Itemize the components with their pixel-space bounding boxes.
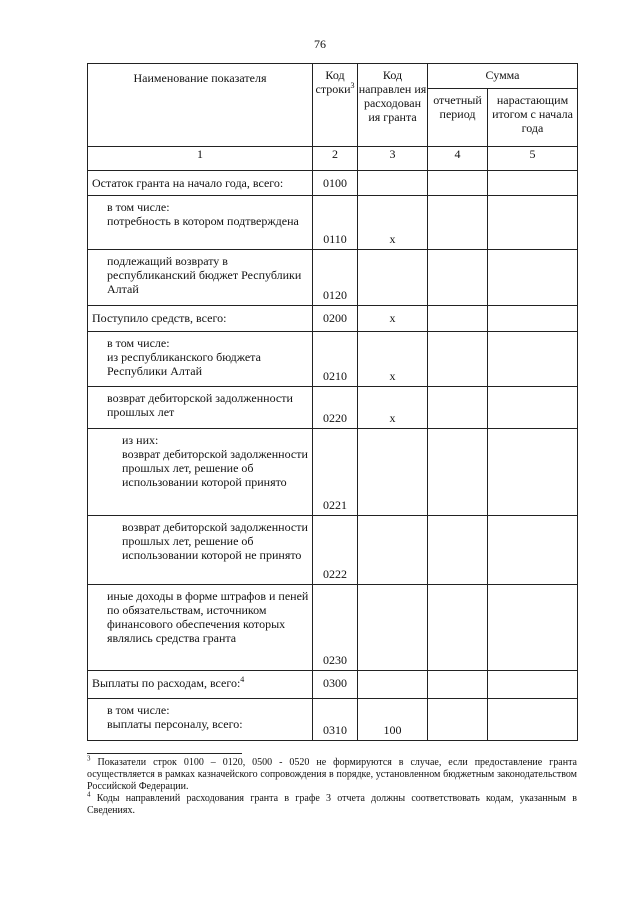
header-reporting-period: отчетный период [428,89,488,147]
header-row-code: Код строки$^3$ [313,64,358,147]
row-name: Остаток гранта на начало года, всего: [88,171,313,196]
header-cumulative: нарастающим итогом с начала года [488,89,578,147]
row-reporting-value [428,585,488,671]
row-reporting-value [428,387,488,429]
row-reporting-value [428,250,488,306]
row-reporting-value [428,516,488,585]
col-number-3: 3 [358,147,428,171]
row-direction [358,516,428,585]
row-code: 0210 [313,332,358,387]
row-reporting-value [428,671,488,699]
row-cumulative-value [488,250,578,306]
col-number-2: 2 [313,147,358,171]
row-cumulative-value [488,332,578,387]
row-reporting-value [428,429,488,516]
row-direction [358,585,428,671]
row-code: 0310 [313,699,358,741]
row-reporting-value [428,306,488,332]
row-direction [358,171,428,196]
col-number-1: 1 [88,147,313,171]
row-cumulative-value [488,387,578,429]
row-name: Поступило средств, всего: [88,306,313,332]
row-direction [358,429,428,516]
row-cumulative-value [488,585,578,671]
row-code: 0120 [313,250,358,306]
table-row [88,332,578,387]
row-name: в том числе: из республиканского бюджета Республики Алтай [88,332,313,387]
table-row [88,171,578,196]
row-direction: 100 [358,699,428,741]
header-indicator-name: Наименование показателя [88,64,313,147]
row-name: возврат дебиторской задолженности прошлых лет, решение об использовании которой не принято [88,516,313,585]
row-name: в том числе: потребность в котором подтверждена [88,196,313,250]
row-cumulative-value [488,429,578,516]
row-name: Выплаты по расходам, всего:$^4$ [88,671,313,699]
row-direction: x [358,332,428,387]
row-code: 0221 [313,429,358,516]
row-cumulative-value [488,171,578,196]
table-row [88,699,578,741]
row-cumulative-value [488,196,578,250]
row-code: 0222 [313,516,358,585]
col-number-5: 5 [488,147,578,171]
row-name: подлежащий возврату в республиканский бюджет Республики Алтай [88,250,313,306]
table-row [88,250,578,306]
row-cumulative-value [488,671,578,699]
row-code: 0200 [313,306,358,332]
table-row [88,671,578,699]
footnote-3: $^3$ Показатели строк 0100 – 0120, 0500 - 0520 не формируются в случае, если предоставление гранта осуществляется в рамках казначейского сопровождения в порядке, установленном бюджетным законодательством Российской Федерации. [87,754,577,792]
row-code: 0300 [313,671,358,699]
row-reporting-value [428,196,488,250]
row-name: в том числе: выплаты персоналу, всего: [88,699,313,741]
table-row [88,196,578,250]
row-code: 0100 [313,171,358,196]
footnote-4: $^4$ Коды направлений расходования гранта в графе 3 отчета должны соответствовать кодам, указанным в Сведениях. [87,790,577,816]
row-code: 0220 [313,387,358,429]
row-name: возврат дебиторской задолженности прошлых лет [88,387,313,429]
row-direction: x [358,196,428,250]
page-number: 76 [314,37,326,51]
row-direction: x [358,387,428,429]
row-direction: x [358,306,428,332]
row-name: иные доходы в форме штрафов и пеней по обязательствам, источником финансового обеспечения которых являлись средства гранта [88,585,313,671]
table-row [88,585,578,671]
row-code: 0230 [313,585,358,671]
row-name: из них: возврат дебиторской задолженности прошлых лет, решение об использовании которой принято [88,429,313,516]
grant-report-table [87,63,578,741]
table-row [88,306,578,332]
footnote-divider [87,753,242,754]
row-reporting-value [428,171,488,196]
table-row [88,429,578,516]
col-number-4: 4 [428,147,488,171]
header-direction-code: Код направлен ия расходован ия гранта [358,64,428,147]
header-sum: Сумма [428,64,578,89]
row-reporting-value [428,699,488,741]
row-direction [358,671,428,699]
row-cumulative-value [488,516,578,585]
footnotes [87,753,577,817]
table-row [88,387,578,429]
row-cumulative-value [488,306,578,332]
row-reporting-value [428,332,488,387]
table-row [88,516,578,585]
row-direction [358,250,428,306]
row-cumulative-value [488,699,578,741]
row-code: 0110 [313,196,358,250]
